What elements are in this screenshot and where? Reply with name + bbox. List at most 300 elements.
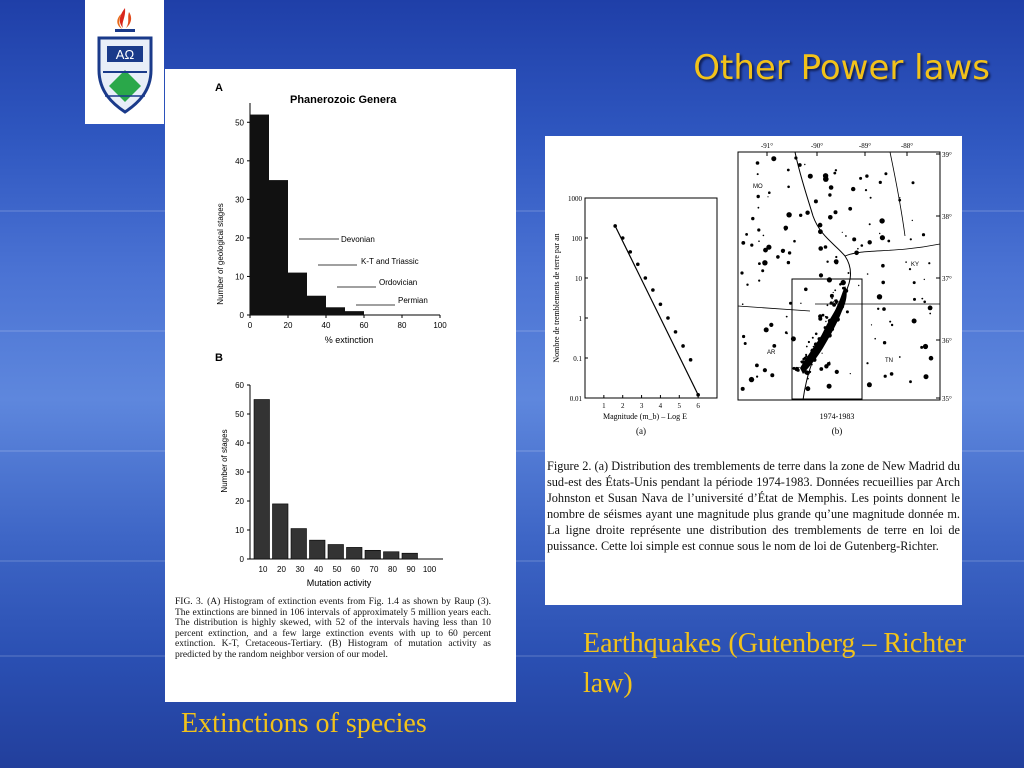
panel-b-bar [328, 545, 344, 560]
seismic-event-dot [800, 303, 801, 304]
seismic-event-dot [858, 285, 859, 286]
panel-a-title: Phanerozoic Genera [290, 94, 397, 106]
seismic-event-dot [815, 333, 818, 336]
caption-body: (A) Histogram of extinction events from Fig. 1.4 as shown by Raup (3). The extinctions are binned in 106 intervals of approximately 5 million years each. The distribution is highly skewed, with 52 of the intervals having less than 10 percent extinction, and a few large extinction events with up to 60 percent extinction. K-T, Cretaceous-Tertiary. (B) Histogram of mutation activity as predicted by the random neighbor version of our model. [175, 597, 491, 660]
seismic-event-dot [814, 342, 818, 346]
map-lat-label: 38° [942, 213, 952, 221]
map-lon-label: -90° [810, 142, 824, 150]
panel-b-ytick-label: 60 [235, 381, 244, 390]
seismic-event-dot [804, 164, 805, 165]
caption-extinctions: Extinctions of species [181, 708, 427, 739]
seismic-event-dot [835, 169, 837, 171]
seismic-event-dot [814, 199, 818, 203]
region-label-tn: TN [885, 358, 893, 364]
gr-ytick-label: 100 [571, 235, 582, 243]
seismic-event-dot [913, 281, 916, 284]
seismic-event-dot [805, 361, 806, 362]
seismic-event-dot [819, 273, 823, 277]
gr-xtick-label: 3 [639, 402, 644, 410]
seismic-event-dot [835, 261, 839, 265]
gr-xtick-label: 1 [602, 402, 606, 410]
seismic-event-dot [909, 380, 912, 383]
seismic-event-dot [745, 233, 748, 236]
seismic-event-dot [891, 324, 893, 326]
gr-data-point [689, 358, 693, 362]
seismic-event-dot [806, 346, 808, 348]
seismic-event-dot [837, 316, 838, 317]
seismic-event-dot [740, 271, 743, 274]
seismic-event-dot [758, 280, 760, 282]
panel-a-ytick-label: 40 [235, 156, 244, 166]
seismic-event-dot [742, 303, 744, 305]
panel-a-xtick-label: 100 [433, 321, 447, 330]
seismic-event-dot [746, 284, 748, 286]
gr-data-point [644, 276, 648, 280]
extinction-figure [165, 69, 516, 702]
panel-a-xtick-label: 40 [321, 321, 331, 330]
seismic-event-dot [912, 319, 917, 324]
gr-data-point [621, 236, 625, 240]
seismic-event-dot [884, 375, 887, 378]
gr-data-point [696, 393, 700, 397]
gr-ytick-label: 1 [578, 315, 582, 323]
seismic-event-dot [912, 220, 913, 221]
panel-b-xtick-label: 100 [422, 565, 437, 574]
gr-ytick-label: 0.1 [573, 355, 582, 363]
seismic-event-dot [921, 298, 923, 300]
seismic-event-dot [835, 299, 838, 302]
slide-title: Other Power laws [693, 48, 990, 88]
gr-fit-line [615, 226, 698, 395]
seismic-event-dot [808, 174, 813, 179]
panel-b-bar [310, 540, 326, 559]
seismic-event-dot [813, 346, 815, 348]
seismic-event-dot [807, 360, 811, 364]
seismic-event-dot [808, 341, 810, 343]
seismic-event-dot [909, 268, 911, 270]
gr-ytick-label: 1000 [568, 195, 582, 203]
seismic-event-dot [818, 337, 822, 341]
seismic-event-dot [928, 262, 930, 264]
panel-a-ylabel: Number of geological stages [216, 203, 225, 305]
seismic-event-dot [905, 261, 907, 263]
seismic-event-dot [749, 377, 754, 382]
seismic-event-dot [870, 197, 872, 199]
seismic-event-dot [788, 251, 791, 254]
panel-b-xtick-label: 60 [351, 565, 360, 574]
seismic-event-dot [887, 240, 890, 243]
seismic-event-dot [842, 232, 843, 233]
panel-b-bar [254, 400, 270, 560]
seismic-event-dot [832, 319, 836, 323]
seismic-event-dot [881, 264, 885, 268]
seismic-event-dot [769, 323, 773, 327]
annotation-devonian: Devonian [341, 235, 375, 244]
seismic-event-dot [834, 289, 836, 291]
earthquake-plots [545, 136, 962, 454]
seismic-event-dot [756, 161, 760, 165]
seismic-event-dot [767, 196, 768, 197]
gr-sublabel: (a) [636, 426, 646, 436]
seismic-event-dot [889, 321, 891, 323]
panel-b-label: B [215, 352, 223, 364]
seismic-event-dot [751, 217, 754, 220]
seismic-event-dot [912, 181, 915, 184]
panel-a-xlabel: % extinction [324, 335, 374, 345]
map-lat-label: 36° [942, 337, 952, 345]
map-lon-label: -91° [760, 142, 774, 150]
panel-a-bar [288, 273, 307, 315]
seismic-event-dot [741, 387, 745, 391]
seismic-event-dot [757, 228, 760, 231]
seismic-event-dot [880, 235, 885, 240]
seismic-event-dot [848, 207, 852, 211]
seismic-event-dot [836, 317, 840, 321]
seismic-event-dot [834, 210, 838, 214]
panel-b-bar [384, 552, 400, 559]
seismic-event-dot [837, 307, 839, 309]
seismic-event-dot [787, 186, 790, 189]
region-label-mo: MO [753, 184, 763, 190]
seismic-event-dot [832, 303, 836, 307]
seismic-event-dot [757, 173, 759, 175]
panel-a-xtick-label: 0 [247, 321, 253, 330]
seismic-event-dot [771, 156, 776, 161]
panel-a-xtick-label: 80 [397, 321, 407, 330]
seismic-event-dot [826, 261, 828, 263]
map-lat-label: 39° [942, 151, 952, 159]
seismic-event-dot [758, 262, 761, 265]
seismic-event-dot [812, 337, 814, 339]
seismic-event-dot [766, 245, 771, 250]
seismic-event-dot [824, 326, 827, 329]
seismic-event-dot [865, 189, 867, 191]
seismic-event-dot [785, 331, 788, 334]
seismic-event-dot [757, 195, 760, 198]
seismic-event-dot [812, 349, 814, 351]
seismic-event-dot [830, 294, 834, 298]
seismic-event-dot [852, 237, 856, 241]
seismic-event-dot [924, 374, 929, 379]
seismic-event-dot [818, 342, 822, 346]
seismic-event-dot [793, 367, 796, 370]
panel-b-bar [291, 529, 307, 559]
seismic-event-dot [867, 273, 869, 275]
panel-b-bar [365, 550, 381, 559]
earthquake-figure-caption: Figure 2. (a) Distribution des tremblements de terre dans la zone de New Madrid du sud-est des États-Unis pendant la période 1974-1983. Données recueillies par Arch Johnston et Susan Nava de l’université d’État de Memphis. Les points donnent le nombre de séismes ayant une magnitude plus grande qu’une magnitude donnée m. La ligne droite représente une distribution des tremblements de terre en loi de puissance. Cette loi simple est connue sous le nom de loi de Gutenberg-Richter. [547, 459, 960, 553]
seismic-event-dot [833, 301, 835, 303]
seismic-event-dot [899, 197, 900, 198]
map-lon-label: -88° [900, 142, 914, 150]
panel-b-bar [273, 504, 289, 559]
seismic-event-dot [846, 310, 849, 313]
seismic-event-dot [874, 338, 876, 340]
seismic-event-dot [859, 177, 862, 180]
seismic-event-dot [922, 233, 925, 236]
seismic-event-dot [929, 313, 931, 315]
seismic-event-dot [830, 327, 834, 331]
seismic-event-dot [833, 172, 836, 175]
seismic-event-dot [802, 358, 805, 361]
seismic-event-dot [883, 341, 886, 344]
seismic-event-dot [768, 191, 771, 194]
seismic-event-dot [844, 289, 848, 293]
seismic-event-dot [879, 218, 884, 223]
seismic-event-dot [762, 260, 767, 265]
seismic-event-dot [828, 215, 833, 220]
seismic-event-dot [839, 283, 842, 286]
seismic-event-dot [929, 356, 934, 361]
panel-b-xtick-label: 30 [295, 565, 305, 574]
panel-a-xtick-label: 20 [283, 321, 293, 330]
seismic-event-dot [828, 193, 831, 196]
seismic-event-dot [825, 321, 826, 322]
seismic-event-dot [920, 346, 923, 349]
seismic-event-dot [879, 181, 882, 184]
seismic-event-dot [824, 364, 828, 368]
seismic-event-dot [877, 308, 879, 310]
seismic-event-dot [841, 309, 842, 310]
crest-icon [85, 0, 164, 124]
gr-data-point [628, 250, 632, 254]
panel-a-ytick-label: 50 [235, 118, 244, 128]
seismic-event-dot [784, 249, 785, 250]
seismic-event-dot [827, 384, 832, 389]
gr-ytick-label: 0.01 [569, 395, 582, 403]
seismic-event-dot [756, 376, 758, 378]
gr-xtick-label: 2 [620, 402, 625, 410]
seismic-event-dot [814, 353, 816, 355]
seismic-event-dot [854, 251, 859, 256]
panel-a-bar [269, 180, 288, 315]
seismic-event-dot [786, 212, 791, 217]
seismic-event-dot [831, 324, 833, 326]
seismic-event-dot [798, 163, 802, 167]
panel-a-bar [326, 307, 345, 315]
seismic-event-dot [741, 241, 745, 245]
seismic-event-dot [823, 173, 828, 178]
seismic-event-dot [851, 187, 855, 191]
gr-xtick-label: 4 [658, 402, 663, 410]
seismic-event-dot [763, 368, 767, 372]
panel-a-ytick-label: 10 [235, 272, 244, 282]
university-logo [85, 0, 164, 124]
panel-b-ytick-label: 20 [235, 497, 244, 506]
seismic-event-dot [826, 316, 829, 319]
seismic-event-dot [824, 245, 828, 249]
seismic-event-dot [827, 304, 829, 306]
seismic-event-dot [789, 302, 792, 305]
annotation-kt-triassic: K-T and Triassic [361, 257, 419, 266]
seismic-event-dot [828, 333, 832, 337]
seismic-event-dot [805, 211, 809, 215]
gr-data-point [613, 224, 617, 228]
seismic-event-dot [913, 298, 916, 301]
logo-letters: AΩ [115, 47, 135, 62]
panel-a-ytick-label: 0 [239, 311, 244, 320]
gr-ylabel: Nombre de tremblements de terre par an [552, 233, 561, 363]
gr-ytick-label: 10 [575, 275, 582, 283]
seismic-event-dot [798, 367, 799, 368]
seismic-event-dot [867, 382, 872, 387]
map-lon-label: -89° [858, 142, 872, 150]
seismic-event-dot [861, 244, 864, 247]
seismic-event-dot [829, 185, 834, 190]
seismic-event-dot [791, 336, 796, 341]
seismic-event-dot [831, 298, 833, 300]
seismic-event-dot [764, 327, 769, 332]
seismic-event-dot [924, 279, 925, 280]
panel-b-xtick-label: 70 [369, 565, 379, 574]
annotation-ordovician: Ordovician [379, 278, 418, 287]
seismic-event-dot [884, 172, 887, 175]
map-sublabel: (b) [831, 426, 843, 436]
seismic-event-dot [881, 281, 885, 285]
gr-xlabel: Magnitude (m_b) – Log E [603, 412, 687, 421]
panel-b-xtick-label: 20 [277, 565, 286, 574]
seismic-event-dot [805, 354, 807, 356]
seismic-event-dot [844, 297, 845, 298]
seismic-event-dot [833, 292, 834, 293]
gr-data-point [666, 316, 670, 320]
panel-a-label: A [215, 82, 223, 94]
seismic-event-dot [842, 299, 845, 302]
seismic-event-dot [869, 223, 871, 225]
panel-b-ytick-label: 50 [235, 410, 244, 419]
seismic-event-dot [868, 240, 872, 244]
seismic-event-dot [818, 246, 823, 251]
gr-data-point [659, 303, 663, 307]
seismic-event-dot [812, 364, 813, 365]
seismic-event-dot [799, 214, 802, 217]
seismic-event-dot [818, 223, 823, 228]
seismic-event-dot [829, 362, 831, 364]
gr-data-point [674, 330, 678, 334]
seismic-event-dot [761, 269, 764, 272]
seismic-event-dot [758, 207, 760, 209]
seismic-event-dot [842, 287, 845, 290]
panel-b-xtick-label: 40 [314, 565, 323, 574]
seismic-event-dot [822, 353, 823, 354]
seismic-event-dot [787, 169, 790, 172]
seismic-event-dot [742, 335, 745, 338]
map-lat-label: 35° [942, 395, 952, 403]
panel-b-ylabel: Number of stages [220, 429, 229, 493]
seismic-event-dot [794, 156, 797, 159]
gr-xtick-label: 5 [677, 402, 682, 410]
seismic-event-dot [871, 324, 872, 325]
seismic-event-dot [744, 342, 747, 345]
earthquake-figure [545, 136, 962, 605]
seismic-event-dot [801, 360, 804, 363]
seismic-event-dot [835, 370, 839, 374]
seismic-event-dot [793, 240, 796, 243]
seismic-event-dot [848, 272, 850, 274]
panel-b-ytick-label: 40 [235, 439, 244, 448]
gr-data-point [636, 263, 640, 267]
seismic-event-dot [818, 314, 822, 318]
seismic-event-dot [866, 362, 868, 364]
panel-b-xtick-label: 10 [258, 565, 268, 574]
seismic-event-dot [813, 358, 817, 362]
seismic-event-dot [763, 235, 765, 237]
caption-earthquakes: Earthquakes (Gutenberg – Richter law) [583, 628, 966, 699]
seismic-event-dot [809, 371, 811, 373]
seismic-event-dot [806, 386, 811, 391]
panel-b-xlabel: Mutation activity [306, 578, 372, 588]
seismic-event-dot [840, 305, 843, 308]
gr-data-point [681, 344, 685, 348]
seismic-event-dot [776, 255, 780, 259]
seismic-event-dot [882, 307, 886, 311]
seismic-event-dot [923, 344, 928, 349]
panel-b-bar [347, 547, 363, 559]
seismic-event-dot [755, 364, 759, 368]
panel-b-xtick-label: 50 [332, 565, 342, 574]
seismic-event-dot [827, 277, 832, 282]
seismic-event-dot [787, 261, 790, 264]
gr-data-point [651, 288, 655, 292]
seismic-event-dot [877, 294, 882, 299]
panel-a-ytick-label: 30 [235, 195, 244, 205]
map-lat-label: 37° [942, 275, 952, 283]
panel-b-bar [402, 553, 418, 559]
extinction-figure-caption [175, 597, 491, 660]
panel-b-ytick-label: 0 [239, 555, 244, 564]
map-frame [738, 152, 940, 400]
annotation-permian: Permian [398, 296, 428, 305]
gr-xtick-label: 6 [696, 402, 700, 410]
seismic-event-dot [928, 306, 933, 311]
seismic-event-dot [910, 238, 912, 240]
seismic-event-dot [772, 344, 776, 348]
panel-b-ytick-label: 10 [235, 526, 244, 535]
extinction-histograms [165, 69, 516, 589]
seismic-event-dot [804, 288, 808, 292]
seismic-event-dot [786, 316, 788, 318]
seismic-event-dot [819, 367, 823, 371]
seismic-event-dot [807, 378, 809, 380]
seismic-event-dot [770, 373, 774, 377]
seismic-event-dot [879, 233, 880, 234]
seismic-event-dot [784, 228, 787, 231]
panel-a-bar [345, 311, 364, 315]
seismic-event-dot [758, 240, 760, 242]
seismic-event-dot [818, 229, 823, 234]
seismic-event-dot [857, 248, 859, 250]
panel-b-xtick-label: 80 [388, 565, 397, 574]
panel-b-xtick-label: 90 [406, 565, 416, 574]
caption-head: FIG. 3. [175, 597, 204, 607]
seismic-event-dot [828, 319, 832, 323]
seismic-event-dot [898, 199, 901, 202]
region-label-ky: KY [911, 262, 920, 268]
region-label-ar: AR [767, 350, 776, 356]
map-period: 1974-1983 [819, 412, 855, 421]
panel-b-ytick-label: 30 [235, 468, 244, 477]
seismic-event-dot [850, 373, 851, 374]
panel-a-xtick-label: 60 [359, 321, 369, 330]
panel-a-bar [250, 115, 269, 315]
seismic-event-dot [899, 356, 901, 358]
seismic-event-dot [845, 235, 847, 237]
seismic-event-dot [923, 301, 926, 304]
panel-a-ytick-label: 20 [235, 233, 244, 243]
seismic-event-dot [835, 256, 837, 258]
seismic-event-dot [890, 372, 894, 376]
seismic-event-dot [797, 369, 800, 372]
seismic-event-dot [750, 244, 753, 247]
